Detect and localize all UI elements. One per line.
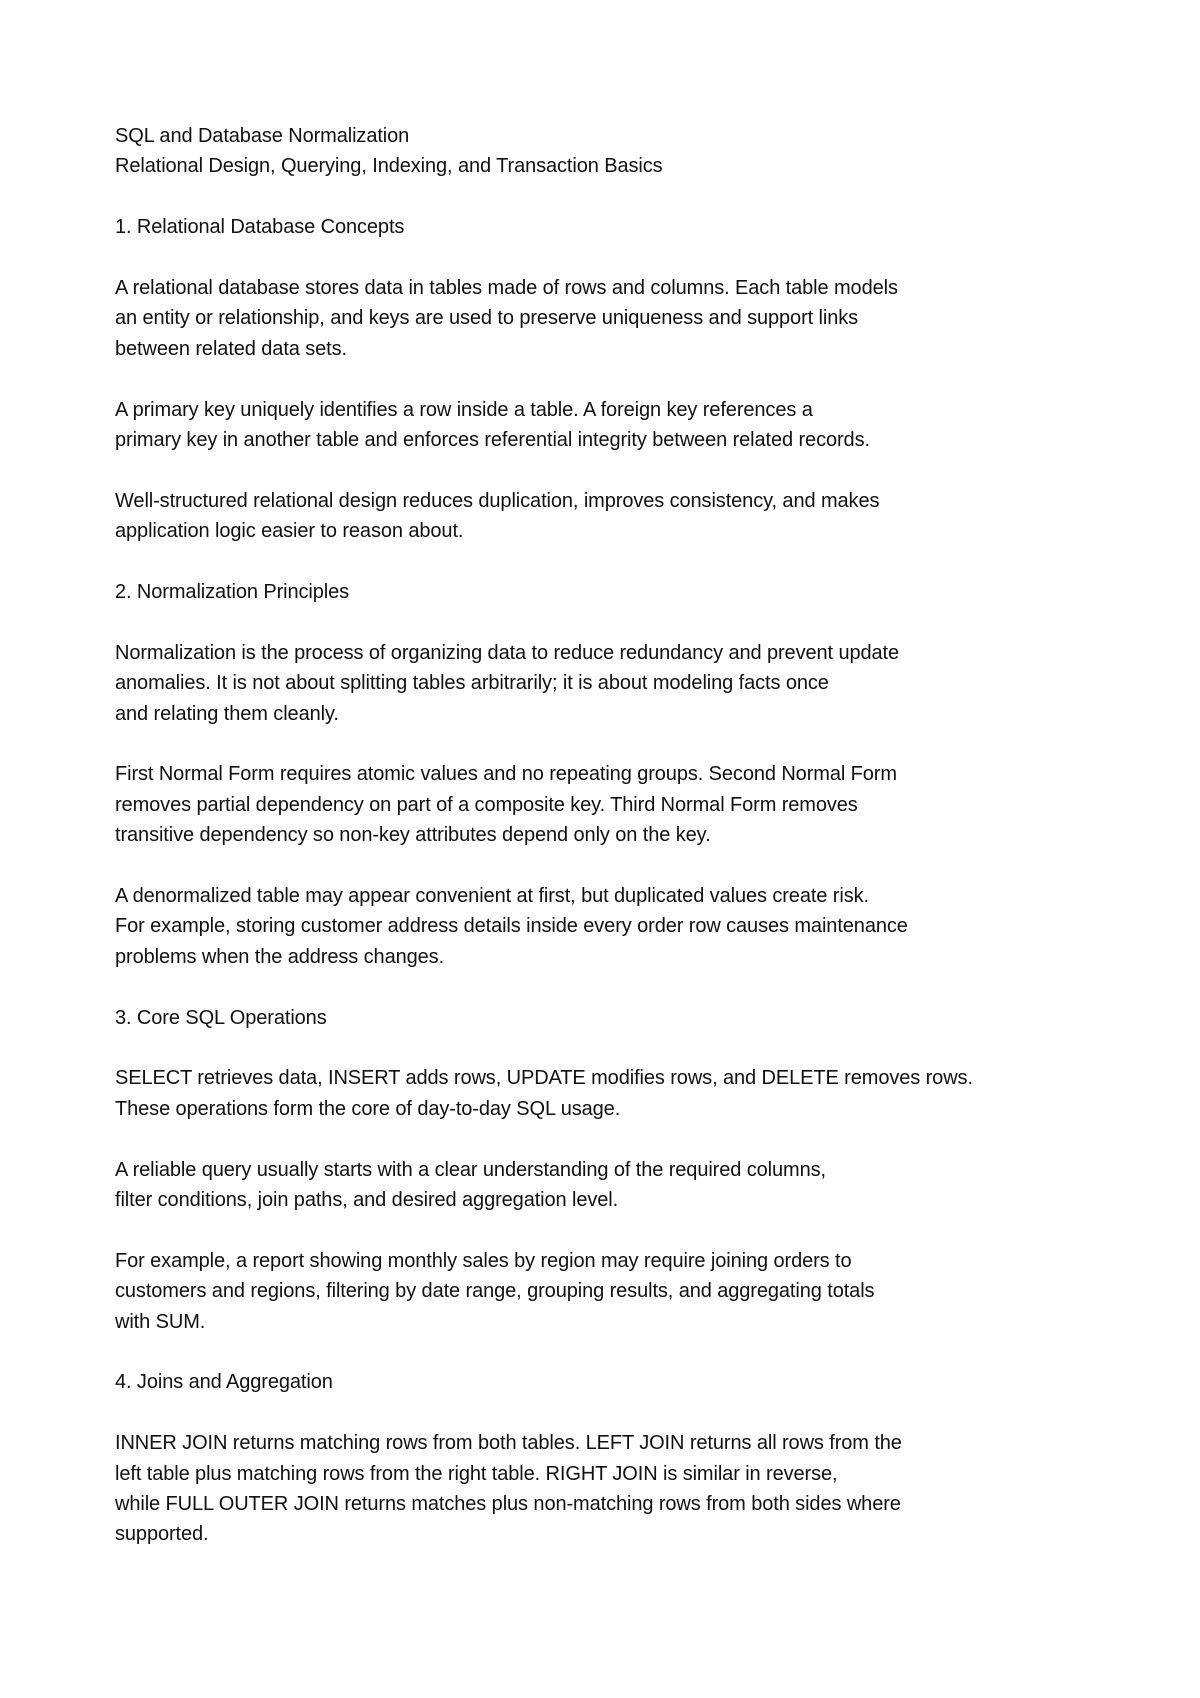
paragraph-line: A denormalized table may appear convenient at first, but duplicated values create risk. <box>115 885 869 908</box>
section-heading: 1. Relational Database Concepts <box>115 216 405 239</box>
paragraph-line: while FULL OUTER JOIN returns matches plus non-matching rows from both sides where <box>115 1493 901 1516</box>
paragraph-line: INNER JOIN returns matching rows from both tables. LEFT JOIN returns all rows from the <box>115 1432 902 1455</box>
spacer <box>115 1337 1115 1367</box>
paragraph-line: A primary key uniquely identifies a row inside a table. A foreign key references a <box>115 398 813 421</box>
paragraph-line: anomalies. It is not about splitting tables arbitrarily; it is about modeling facts once <box>115 672 829 695</box>
paragraph-line: supported. <box>115 1523 209 1546</box>
paragraph-line: For example, storing customer address details inside every order row causes maintenance <box>115 915 908 938</box>
paragraph-line: between related data sets. <box>115 337 347 360</box>
document-body <box>115 121 1115 1550</box>
paragraph-line: Normalization is the process of organizing data to reduce redundancy and prevent update <box>115 641 900 664</box>
paragraph-line: left table plus matching rows from the right table. RIGHT JOIN is similar in reverse, <box>115 1462 838 1485</box>
paragraph-line: with SUM. <box>115 1310 206 1333</box>
spacer <box>115 729 1115 759</box>
paragraph-line: and relating them cleanly. <box>115 702 339 725</box>
paragraph-line: application logic easier to reason about. <box>115 520 464 543</box>
spacer <box>115 455 1115 485</box>
paragraph-line: an entity or relationship, and keys are used to preserve uniqueness and support links <box>115 307 859 330</box>
paragraph-line: Well-structured relational design reduces duplication, improves consistency, and makes <box>115 489 880 512</box>
spacer <box>115 851 1115 881</box>
paragraph-line: filter conditions, join paths, and desired aggregation level. <box>115 1189 619 1212</box>
spacer <box>115 1398 1115 1428</box>
paragraph-line: primary key in another table and enforces referential integrity between related records. <box>115 429 870 452</box>
paragraph-line: These operations form the core of day-to-day SQL usage. <box>115 1097 621 1120</box>
spacer <box>115 1033 1115 1063</box>
paragraph-line: For example, a report showing monthly sales by region may require joining orders to <box>115 1249 852 1272</box>
spacer <box>115 1124 1115 1154</box>
spacer <box>115 182 1115 212</box>
spacer <box>115 1215 1115 1245</box>
spacer <box>115 243 1115 273</box>
section-heading: 2. Normalization Principles <box>115 581 350 604</box>
spacer <box>115 364 1115 394</box>
spacer <box>115 607 1115 637</box>
paragraph-line: removes partial dependency on part of a composite key. Third Normal Form removes <box>115 793 858 816</box>
section-heading: 3. Core SQL Operations <box>115 1006 327 1029</box>
section-heading: 4. Joins and Aggregation <box>115 1371 333 1394</box>
document-title: SQL and Database Normalization <box>115 125 410 147</box>
paragraph-line: SELECT retrieves data, INSERT adds rows, UPDATE modifies rows, and DELETE removes rows. <box>115 1067 973 1090</box>
spacer <box>115 972 1115 1002</box>
paragraph-line: customers and regions, filtering by date range, grouping results, and aggregating totals <box>115 1280 875 1303</box>
spacer <box>115 547 1115 577</box>
paragraph-line: A reliable query usually starts with a clear understanding of the required columns, <box>115 1158 826 1181</box>
paragraph-line: A relational database stores data in tables made of rows and columns. Each table models <box>115 277 898 299</box>
document-subtitle: Relational Design, Querying, Indexing, and Transaction Basics <box>115 155 663 178</box>
paragraph-line: First Normal Form requires atomic values and no repeating groups. Second Normal Form <box>115 763 897 786</box>
paragraph-line: transitive dependency so non-key attributes depend only on the key. <box>115 824 711 847</box>
paragraph-line: problems when the address changes. <box>115 945 445 968</box>
